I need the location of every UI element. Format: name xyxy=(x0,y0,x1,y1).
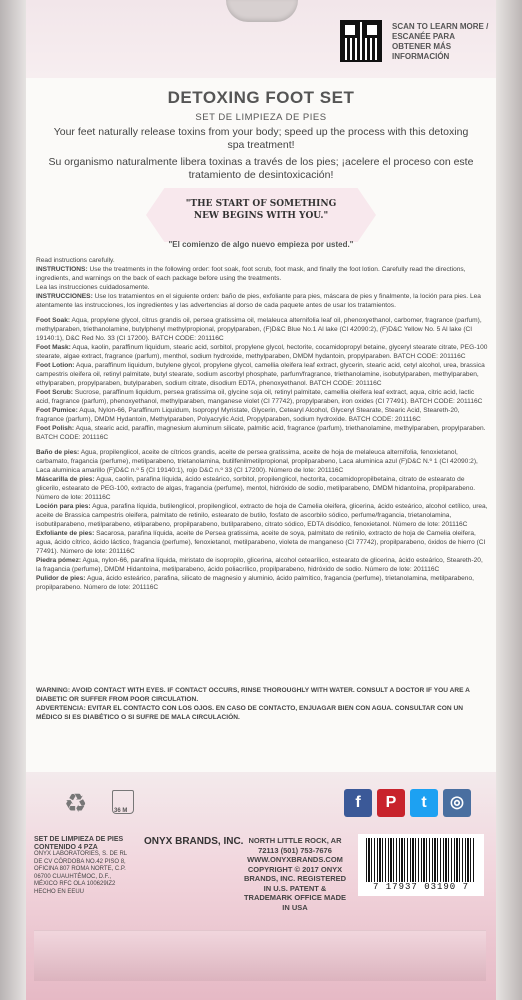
ingredient-text: Aqua, propylene glycol, citrus grandis oil, persea gratissima oil, melaleuca alternifolia leaf oil, phenoxyethanol, carbomer, fragrance (parfum), methylparaben, triethanolamine, butylphenyl methylpropional, propylparaben, (F)D&C Blue No.1 Al lake (CI 42090:2), (F)D&C Yellow No. 5 Al lake (CI 19140:1), D&C Red No. 33 (CI 17200). BATCH CODE: 201116C xyxy=(36,317,482,342)
set-label: SET DE LIMPIEZA DE PIES xyxy=(34,836,124,843)
ingredient-text: Agua, ácido esteárico, parafina, silicato de magnesio y aluminio, ácido palmítico, fragancia (perfume), trietanolamina, metilparabeno, propilparabeno. Número de lote: 201116C xyxy=(36,575,474,591)
ingredient-label: Piedra pómez: xyxy=(36,557,82,564)
read-instructions: Read instructions carefully. xyxy=(36,257,115,264)
scan-prompt: SCAN TO LEARN MORE / ESCANÉE PARA OBTENER MÁS INFORMACIÓN xyxy=(392,22,489,61)
package-bottom-edge xyxy=(34,930,486,981)
barcode xyxy=(358,834,484,896)
barcode-bars xyxy=(366,838,476,882)
pinterest-icon[interactable]: P xyxy=(377,789,405,817)
brand-name: ONYX BRANDS, INC. xyxy=(144,836,244,847)
instagram-icon[interactable]: ◎ xyxy=(443,789,471,817)
ingredient-label: Foot Scrub: xyxy=(36,389,73,396)
ingredient-es xyxy=(36,574,488,592)
brand-block xyxy=(144,836,254,847)
ingredient-label: Foot Soak: xyxy=(36,317,71,324)
warnings-block xyxy=(36,686,488,722)
quote-spanish: "El comienzo de algo nuevo empieza por usted." xyxy=(168,240,354,249)
warning-english: WARNING: AVOID CONTACT WITH EYES. IF CONTACT OCCURS, RINSE THOROUGHLY WITH WATER. CONSULT A DOCTOR IF YOU ARE A DIABETIC OR SUFFER FROM POOR CIRCULATION. xyxy=(36,687,470,703)
read-instructions-es: Lea las instrucciones cuidadosamente. xyxy=(36,284,150,291)
ingredient-text: Agua, propilenglicol, aceite de cítricos grandis, aceite de persea gratissima, aceite de hoja de melaleuca alternifolia, fenoxietanol, carbamato, fragancia (perfume), metilparabeno, trietanolamina, butilfenilmetilpropional, propilparabeno, Laca aluminica azul (F)D&C N.º 1 (CI 42090:2), Laca aluminica amarillo (F)D&C n.º 5 (CI 19140:1), rojo D&C n.º 33 (CI 17200). Número de lote: 201116C xyxy=(36,449,478,474)
instructions-text-es: Use los tratamientos en el siguiente orden: baño de pies, exfoliante para pies, máscara de pies y finalmente, la loción para pies. Lea atentamente las instrucciones, los ingredientes y las advertencias al dorso de cada paquete antes de usar los tratamientos. xyxy=(36,293,481,309)
intro-spanish: Su organismo naturalmente libera toxinas a través de los pies; ¡acelere el proceso con este tratamiento de desintoxicación! xyxy=(48,156,474,181)
distributor-info xyxy=(34,836,132,896)
ingredient-text: Agua, caolín, parafina líquida, ácido esteárico, sorbitol, propilenglicol, hectorita, cocamidopropilbetaina, citrato de estearato de glicerilo, estearato de PEG-100, extracto de algas, fragancia (perfume), mentol, hidróxido de sodio, metilparabeno, DMDM hidantoína, propilparabeno. Número de lote: 201116C xyxy=(36,476,476,501)
facebook-icon[interactable]: f xyxy=(344,789,372,817)
ingredient-en xyxy=(36,361,488,388)
ingredient-text: Sacarosa, parafina líquida, aceite de Persea gratissima, aceite de soya, palmitato de retinilo, extracto de hoja de Camelia oleifera, agua, ácido cítrico, ácido láctico, fragancia (perfume), fenoxietanol, metilparabeno, violeta de manganeso (CI 77742), propilparabeno, óxidos de hierro (CI 77491). Número de lote: 201116C xyxy=(36,530,486,555)
ingredient-label: Baño de pies: xyxy=(36,449,80,456)
recycle-icon: ♻ xyxy=(64,788,88,818)
ingredients-block xyxy=(36,256,488,592)
ingredient-label: Foot Lotion: xyxy=(36,362,75,369)
ingredient-label: Foot Mask: xyxy=(36,344,71,351)
barcode-number: 7 17937 03190 7 xyxy=(372,882,469,892)
package-card xyxy=(26,0,496,1000)
instructions-en xyxy=(36,265,488,283)
ingredient-label: Foot Polish: xyxy=(36,425,75,432)
ingredient-label: Pulidor de pies: xyxy=(36,575,86,582)
ingredient-label: Foot Pumice: xyxy=(36,407,78,414)
ingredient-en xyxy=(36,424,488,442)
ingredient-text: Aqua, kaolin, paraffinum liquidum, stearic acid, sorbitol, propylene glycol, hectorite, cocamidopropyl betaine, glyceryl stearate citrate, PEG-100 stearate, algae extract, fragrance (parfum), menthol, sodium hydroxide, methylparaben, DMDM hydantoin, propylparaben. BATCH CODE: 201116C xyxy=(36,344,488,360)
ingredient-es xyxy=(36,475,488,502)
ingredient-label: Máscarilla de pies: xyxy=(36,476,95,483)
warning-spanish: ADVERTENCIA: EVITAR EL CONTACTO CON LOS OJOS. EN CASO DE CONTACTO, ENJUAGAR BIEN CON AGUA. CONSULTAR CON UN MÉDICO SI ES DIABÉTICO O SI SUFRE DE MALA CIRCULACIÓN. xyxy=(36,705,464,721)
ingredient-text: Agua, parafina líquida, butilenglicol, propilenglicol, extracto de hoja de Camelia oleifera, glicerina, ácido esteárico, alcohol cetílico, urea, aceite de Brassica campestris oleifera, palmitato de retinilo, estearato de butilo, fosfato de ascorbilo sódico, perfume/fragancia, trietanolamina, isobutilparabeno, metilparabeno, etilparabeno, propilparabeno, butilparabeno, citrato sódico, EDTA disódico, fenoxietanol. Número de lote: 201116C xyxy=(36,503,488,528)
ingredient-text: Sucrose, paraffinum liquidum, persea gratissima oil, glycine soja oil, retinyl palmitate, camellia oleifera leaf extract, aqua, citric acid, lactic acid, fragrance (parfum), phenoxyethanol, methylparaben, manganese violet (CI 77742), propylparaben, iron oxides (CI 77491). BATCH CODE: 201116C xyxy=(36,389,483,405)
instructions-label-es: INSTRUCCIONES: xyxy=(36,293,93,300)
ingredient-en xyxy=(36,316,488,343)
distributor-address: ONYX LABORATORIES, S. DE RL DE CV CÓRDOBA NO.42 PISO 8, OFICINA 807 ROMA NORTE, C.P. 06700 CUAUHTÉMOC, D.F., MÉXICO RFC OLA 100629IZ2 HECHO EN EEUU xyxy=(34,851,127,895)
ingredient-es xyxy=(36,529,488,556)
ingredient-en xyxy=(36,406,488,424)
ingredient-text: Aqua, Nylon-66, Paraffinum Liquidum, Isopropyl Myristate, Glycerin, Cetearyl Alcohol, Glyceryl Stearate, Stearic Acid, Steareth-20, fragrance (parfum), DMDM Hydantoin, Methylparaben, Polyacrylic Acid, Propylparaben, sodium hydroxide. BATCH CODE: 201116C xyxy=(36,407,460,423)
ingredient-label: Loción para pies: xyxy=(36,503,91,510)
ingredient-en xyxy=(36,343,488,361)
ingredient-es xyxy=(36,556,488,574)
instructions-label: INSTRUCTIONS: xyxy=(36,266,88,273)
product-title: DETOXING FOOT SET xyxy=(167,88,355,107)
ingredient-text: Aqua, stearic acid, paraffin, magnesium aluminum silicate, palmitic acid, fragrance (parfum), triethanolamine, methylparaben, propylparaben. BATCH CODE: 201116C xyxy=(36,425,486,441)
hang-hole xyxy=(226,0,298,22)
period-after-opening: 36 M xyxy=(114,808,128,814)
contents-label: CONTENIDO 4 PZA xyxy=(34,843,98,851)
ingredient-text: Aqua, paraffinum liquidum, butylene glycol, propylene glycol, camellia oleifera leaf extract, glycerin, stearic acid, cetyl alcohol, urea, brassica campestris oleifera oil, retinyl palmitate, butyl stearate, sodium ascorbyl phosphate, parfum/fragrance, triethanolamine, isobutylparaben, methylparaben, ethylparaben, propylparaben, butylparaben, sodium citrate, disodium EDTA, phenoxyethanol. BATCH CODE: 201116C xyxy=(36,362,485,387)
instructions-text: Use the treatments in the following order: foot soak, foot scrub, foot mask, and finally the foot lotion. Carefully read the directions, ingredients, and warnings on the back of each package before using the treatments. xyxy=(36,266,466,282)
twitter-icon[interactable]: t xyxy=(410,789,438,817)
quote-banner xyxy=(146,188,376,242)
ingredient-text: Agua, nylon-66, parafina líquida, miristato de isopropilo, glicerina, alcohol cetearílico, estearato de glicerina, ácido esteárico, Steareth-20, la fragancia (perfume), DMDM Hidantoína, metilparabeno, ácido poliacrílico, propilparabeno, hidróxido de sodio. Número de lote: 201116C xyxy=(36,557,483,573)
ingredient-label: Exfoliante de pies: xyxy=(36,530,95,537)
instructions-es xyxy=(36,292,488,310)
brand-address: NORTH LITTLE ROCK, AR 72113 (501) 753-7676 WWW.ONYXBRANDS.COM COPYRIGHT © 2017 ONYX BRANDS, INC. REGISTERED IN U.S. PATENT & TRADEMARK OFFICE MADE IN USA xyxy=(243,836,347,912)
quote-english: "THE START OF SOMETHING NEW BEGINS WITH YOU." xyxy=(185,199,337,221)
ingredient-es xyxy=(36,448,488,475)
product-subtitle: SET DE LIMPIEZA DE PIES xyxy=(195,112,327,123)
ingredient-en xyxy=(36,388,488,406)
ingredient-es xyxy=(36,502,488,529)
intro-english: Your feet naturally release toxins from your body; speed up the process with this detoxing spa treatment! xyxy=(53,126,469,151)
qr-code-icon[interactable] xyxy=(340,20,382,62)
